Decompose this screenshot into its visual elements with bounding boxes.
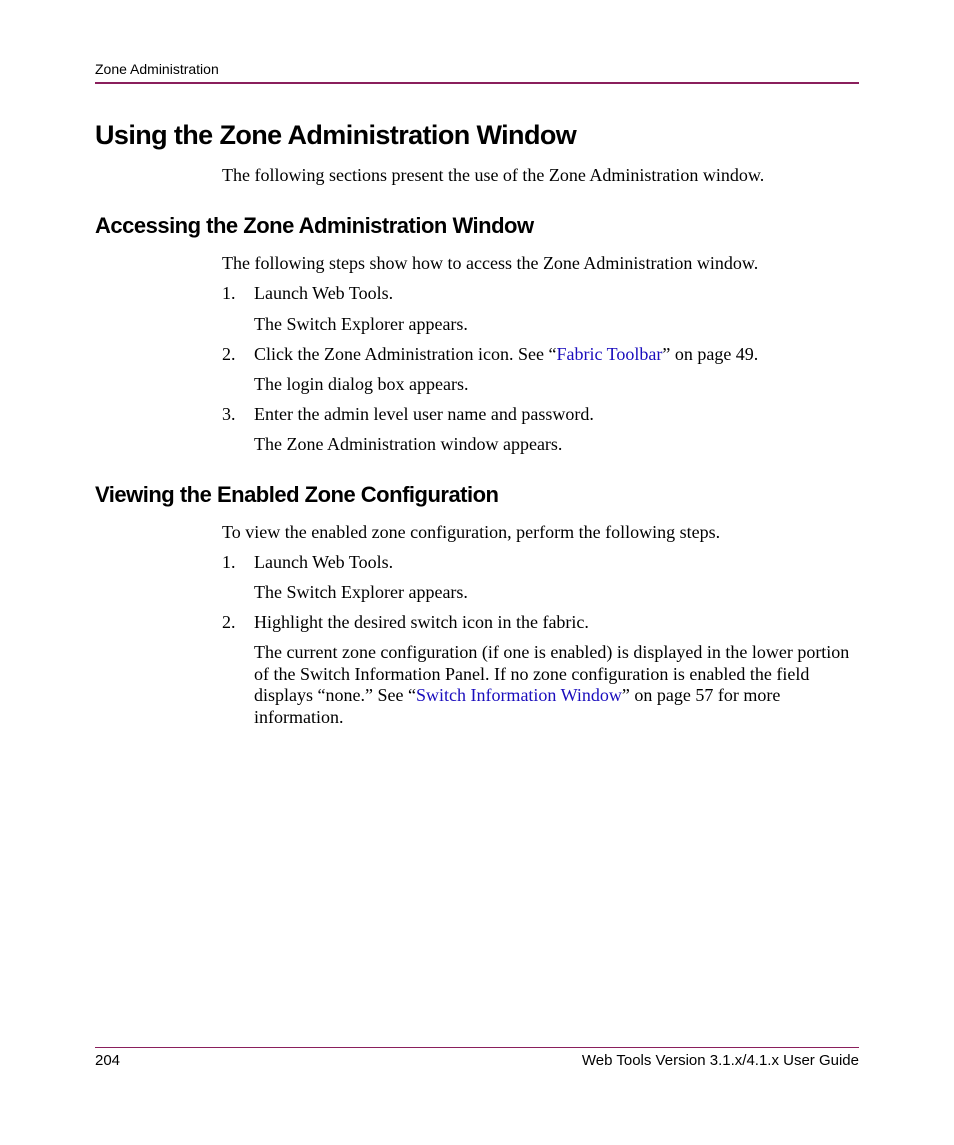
result-text-after: ” on page 57 for more information. (254, 685, 781, 727)
step-number: 1. (222, 283, 236, 303)
step-number: 2. (222, 612, 236, 632)
accessing-intro: The following steps show how to access the Zone Administration window. (222, 253, 759, 273)
step-result-paragraph (254, 642, 854, 728)
section-title-using-zone-admin: Using the Zone Administration Window (95, 120, 577, 150)
step-result: The Switch Explorer appears. (254, 582, 468, 602)
footer-rule (95, 1047, 859, 1048)
running-header: Zone Administration (95, 61, 219, 77)
step-text-after: ” on page 49. (662, 344, 759, 364)
step-number: 2. (222, 344, 236, 364)
step-number: 3. (222, 404, 236, 424)
section-title-accessing: Accessing the Zone Administration Window (95, 213, 534, 238)
result-text-before: The current zone configuration (if one is enabled) is displayed in the lower portion of the Switch Information Panel. If no zone configuration is enabled the field displays “none.” See “ (254, 642, 850, 705)
page-number: 204 (95, 1052, 121, 1069)
header-rule (95, 82, 859, 84)
fabric-toolbar-link[interactable]: Fabric Toolbar (556, 344, 663, 364)
step-text: Enter the admin level user name and password. (254, 404, 594, 424)
step-text: Launch Web Tools. (254, 552, 394, 572)
step-text (254, 344, 758, 365)
step-text: Launch Web Tools. (254, 283, 394, 303)
step-result: The Zone Administration window appears. (254, 434, 563, 454)
step-result: The login dialog box appears. (254, 374, 469, 394)
viewing-intro: To view the enabled zone configuration, perform the following steps. (222, 522, 721, 542)
step-number: 1. (222, 552, 236, 572)
switch-information-window-link[interactable]: Switch Information Window (415, 685, 622, 705)
step-result: The Switch Explorer appears. (254, 314, 468, 334)
step-text: Highlight the desired switch icon in the fabric. (254, 612, 589, 632)
guide-title: Web Tools Version 3.1.x/4.1.x User Guide (581, 1052, 859, 1069)
section-title-viewing: Viewing the Enabled Zone Configuration (95, 482, 499, 507)
step-text-before: Click the Zone Administration icon. See “ (254, 344, 557, 364)
section-intro: The following sections present the use of the Zone Administration window. (222, 165, 765, 185)
